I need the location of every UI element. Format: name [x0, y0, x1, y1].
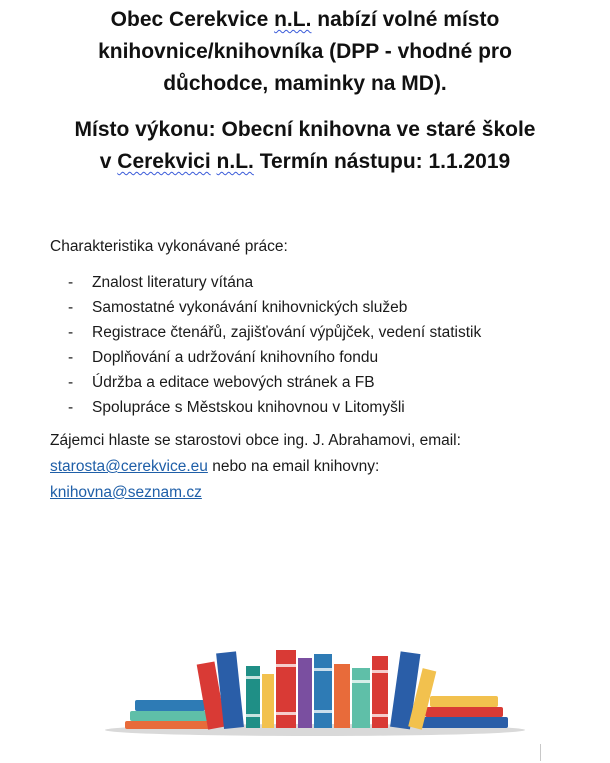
book-standing	[298, 658, 312, 728]
spellcheck-underline: Cerekvici	[117, 150, 211, 173]
heading-location	[0, 114, 610, 178]
library-email-link[interactable]: knihovna@seznam.cz	[50, 484, 202, 501]
dash-bullet: -	[68, 399, 74, 416]
dash-bullet: -	[68, 274, 74, 291]
book-lying	[130, 711, 208, 721]
book-standing	[276, 650, 296, 728]
mayor-email-link[interactable]: starosta@cerekvice.eu	[50, 458, 208, 475]
list-item: - Registrace čtenářů, zajišťování výpůjček, vedení statistik	[50, 320, 481, 345]
list-item: - Znalost literatury vítána	[50, 270, 481, 295]
spellcheck-underline: n.L.	[216, 150, 254, 173]
books-standing	[197, 650, 437, 730]
book-standing	[262, 674, 274, 728]
book-standing	[352, 668, 370, 728]
contact-line	[50, 480, 461, 506]
contact-line: Zájemci hlaste se starostovi obce ing. J. Abrahamovi, email:	[50, 432, 461, 449]
book-lying	[418, 717, 508, 728]
dash-bullet: -	[68, 374, 74, 391]
list-item: - Údržba a editace webových stránek a FB	[50, 370, 481, 395]
text-cursor	[540, 744, 541, 761]
contact-line: starosta@cerekvice.eu nebo na email knihovny:	[50, 458, 380, 475]
list-item: - Spolupráce s Městskou knihovnou v Litomyšli	[50, 395, 481, 420]
contact-info	[50, 428, 461, 506]
list-item: - Samostatné vykonávání knihovnických služeb	[50, 295, 481, 320]
book-standing	[372, 656, 388, 728]
spellcheck-underline: n.L.	[274, 8, 312, 31]
heading-offer-line-1: Obec Cerekvice n.L. nabízí volné místo	[110, 8, 500, 31]
heading-location-line-2: v Cerekvici n.L. Termín nástupu: 1.1.2019	[99, 150, 511, 173]
book-lying	[430, 696, 498, 707]
heading-offer-line-2: knihovnice/knihovníka (DPP - vhodné pro	[98, 40, 512, 63]
dash-bullet: -	[68, 349, 74, 366]
dash-bullet: -	[68, 299, 74, 316]
heading-offer	[0, 4, 610, 100]
dash-bullet: -	[68, 324, 74, 341]
heading-offer-line-3: důchodce, maminky na MD).	[163, 72, 447, 95]
book-lying	[425, 707, 503, 717]
task-list	[50, 270, 481, 420]
book-lying	[125, 721, 210, 729]
list-item: - Doplňování a udržování knihovního fondu	[50, 345, 481, 370]
book-lying	[135, 700, 205, 711]
books-row-illustration	[100, 640, 530, 740]
book-standing	[246, 666, 260, 728]
book-standing	[314, 654, 332, 728]
section-label: Charakteristika vykonávané práce:	[50, 238, 288, 255]
book-standing	[334, 664, 350, 728]
heading-location-line-1: Místo výkonu: Obecní knihovna ve staré škole	[74, 118, 536, 141]
